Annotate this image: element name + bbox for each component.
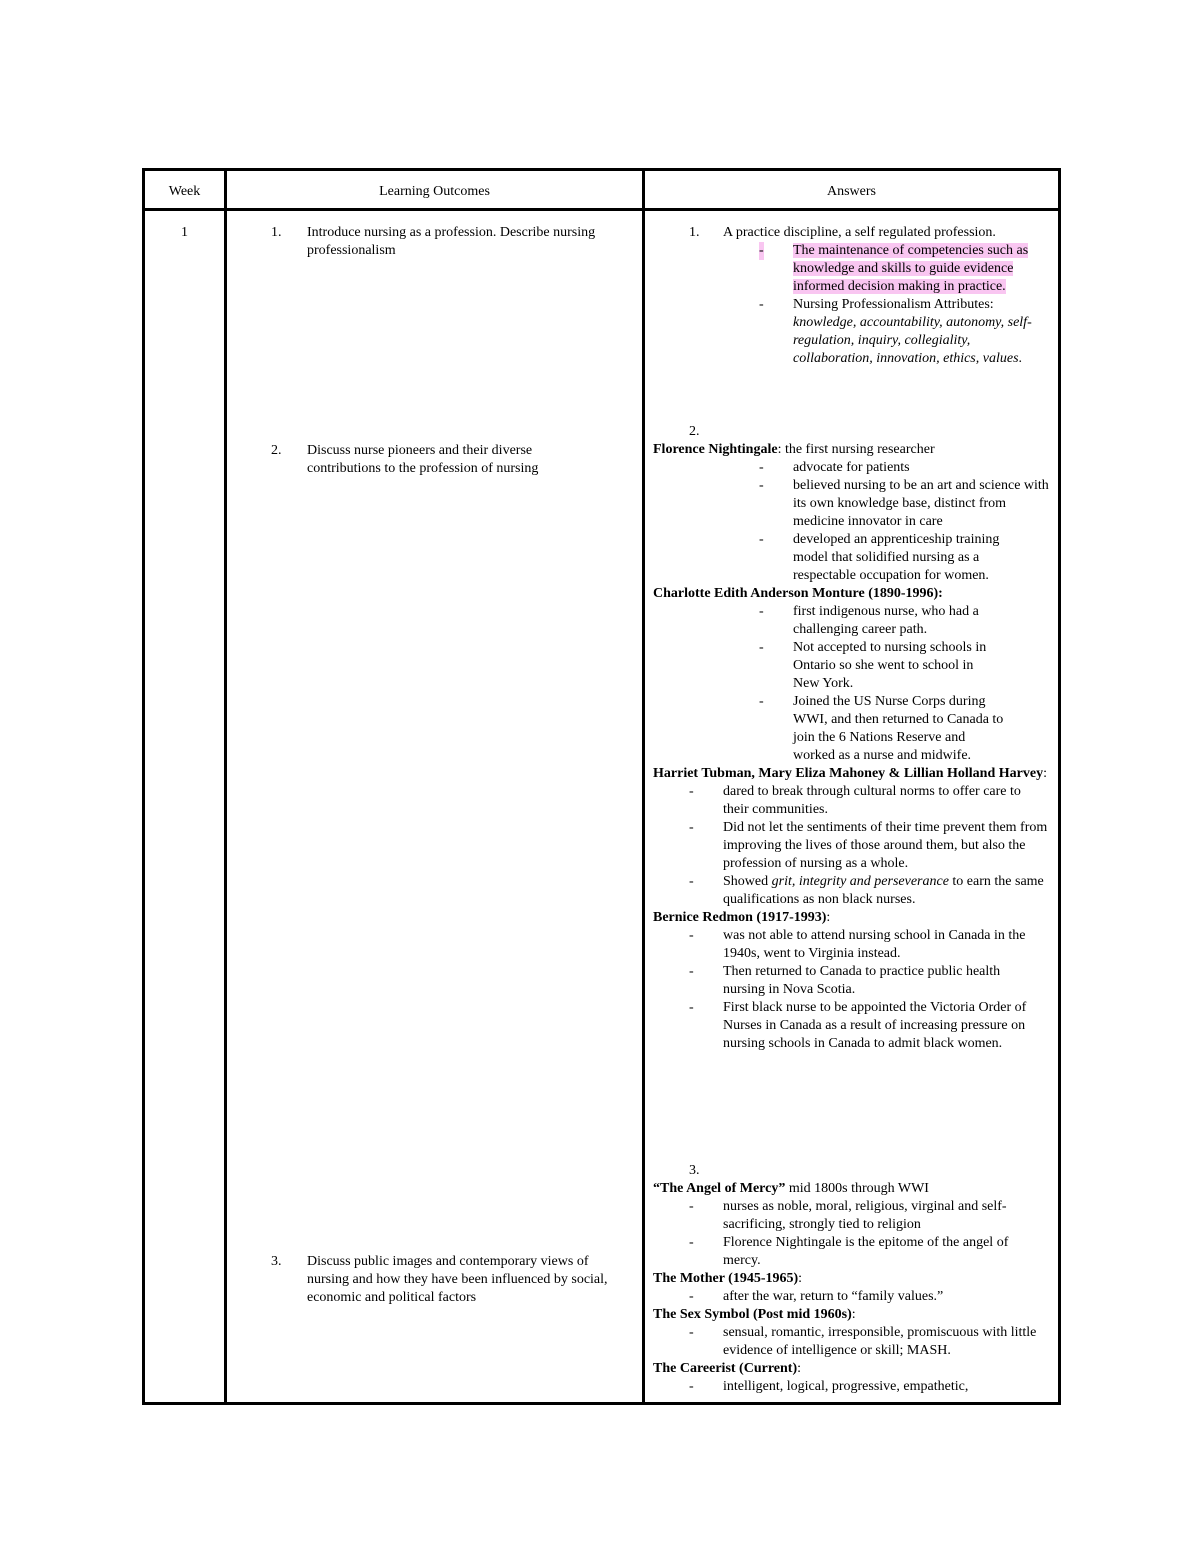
- bullet-dash: -: [689, 1235, 694, 1250]
- week-number: 1: [181, 225, 188, 240]
- outcome-text: Discuss public images and contemporary views of nursing and how they have been influenced by social, economic and political factors: [307, 1254, 608, 1305]
- bullet-text: Joined the US Nurse Corps during WWI, and then returned to Canada to join the 6 Nations Reserve and worked as a nurse and midwife.: [793, 694, 1004, 763]
- bullet-dash: -: [689, 784, 694, 799]
- pioneer-name: Florence Nightingale: [653, 442, 778, 457]
- answer-bullet: [759, 531, 1035, 585]
- outcome-number: 3.: [271, 1254, 282, 1269]
- bullet-text: Did not let the sentiments of their time prevent them from improving the lives of those around them, but also the profession of nursing as a whole.: [723, 820, 1048, 871]
- bullet-text: sensual, romantic, irresponsible, promiscuous with little evidence of intelligence or skill; MASH.: [723, 1325, 1037, 1358]
- header-row-divider: [145, 208, 1058, 211]
- pioneer-description: :: [826, 910, 831, 925]
- bullet-text: nurses as noble, moral, religious, virginal and self-sacrificing, strongly tied to religion: [723, 1199, 1007, 1232]
- bullet-text: first indigenous nurse, who had a challenging career path.: [793, 604, 979, 637]
- header-answers: Answers: [827, 184, 876, 199]
- pioneer-description: : the first nursing researcher: [777, 442, 935, 457]
- answer-bullet: [759, 242, 1047, 296]
- answer-bullet: [759, 459, 1049, 477]
- bullet-text: Nursing Professionalism Attributes:: [793, 297, 994, 312]
- answer-bullet: [689, 1378, 1055, 1396]
- bullet-italic-text: grit, integrity and perseverance: [771, 874, 949, 889]
- bullet-text: intelligent, logical, progressive, empathetic,: [723, 1379, 969, 1394]
- outcome-number: 1.: [271, 225, 282, 240]
- bullet-text: believed nursing to be an art and science with its own knowledge base, distinct from medicine innovator in care: [793, 478, 1049, 529]
- outcome-text: Introduce nursing as a profession. Describe nursing professionalism: [307, 225, 596, 258]
- bullet-dash: -: [759, 532, 764, 547]
- answer-bullet: [689, 819, 1055, 873]
- image-name: The Sex Symbol (Post mid 1960s): [653, 1307, 852, 1322]
- answer-text: A practice discipline, a self regulated profession.: [723, 225, 996, 240]
- bullet-dash: -: [759, 694, 764, 709]
- bullet-dash: -: [689, 1379, 694, 1394]
- answer-2: [653, 423, 1055, 1053]
- answer-bullet: [689, 963, 1045, 999]
- bullet-dash: -: [759, 478, 764, 493]
- bullet-dash: -: [689, 820, 694, 835]
- bullet-dash: -: [689, 1199, 694, 1214]
- image-description: :: [798, 1271, 803, 1286]
- image-description: mid 1800s through WWI: [785, 1181, 929, 1196]
- learning-outcomes-table: [142, 168, 1061, 1405]
- bullet-text: was not able to attend nursing school in Canada in the 1940s, went to Virginia instead.: [723, 928, 1026, 961]
- answer-bullet: [759, 693, 1005, 765]
- column-divider-1: [224, 171, 227, 1402]
- bullet-text: dared to break through cultural norms to offer care to their communities.: [723, 784, 1021, 817]
- answer-number: 3.: [689, 1163, 700, 1178]
- column-divider-2: [642, 171, 645, 1402]
- answer-bullet: [689, 1324, 1055, 1360]
- bullet-dash: -: [759, 640, 764, 655]
- answer-bullet: [759, 639, 995, 693]
- bullet-dash: -: [759, 604, 764, 619]
- answer-bullet: [759, 603, 995, 639]
- answer-bullet: [689, 999, 1049, 1053]
- answer-bullet: [759, 296, 1039, 368]
- header-learning-outcomes: Learning Outcomes: [379, 184, 490, 199]
- image-name: The Careerist (Current): [653, 1361, 798, 1376]
- bullet-dash: -: [759, 297, 764, 312]
- bullet-text-end: .: [1018, 351, 1023, 366]
- bullet-text: developed an apprenticeship training model that solidified nursing as a respectable occupation for women.: [793, 532, 1000, 583]
- answer-bullet: [689, 1288, 1055, 1306]
- pioneer-description: :: [1043, 766, 1047, 781]
- answer-bullet: [689, 1198, 1015, 1234]
- answer-1: [653, 224, 1053, 368]
- answer-bullet: [759, 477, 1055, 531]
- bullet-text: after the war, return to “family values.”: [723, 1289, 944, 1304]
- header-week: Week: [168, 184, 201, 199]
- answer-bullet: [689, 873, 1055, 909]
- answer-bullet: [689, 927, 1049, 963]
- pioneer-name: Charlotte Edith Anderson Monture (1890-1996):: [653, 586, 943, 601]
- bullet-text: Not accepted to nursing schools in Ontario so she went to school in New York.: [793, 640, 987, 691]
- bullet-dash: -: [689, 1325, 694, 1340]
- pioneer-name: Harriet Tubman, Mary Eliza Mahoney & Lillian Holland Harvey: [653, 766, 1044, 781]
- answer-bullet: [689, 783, 1045, 819]
- bullet-text: Then returned to Canada to practice public health nursing in Nova Scotia.: [723, 964, 1001, 997]
- bullet-text-end: to earn the same qualifications as non black nurses.: [723, 874, 1044, 907]
- bullet-italic-text: knowledge, accountability, autonomy, self-regulation, inquiry, collegiality, collaboration, innovation, ethics, values: [793, 315, 1032, 366]
- image-description: :: [797, 1361, 801, 1376]
- bullet-dash: -: [689, 1000, 694, 1015]
- bullet-dash: -: [689, 874, 694, 889]
- image-description: :: [851, 1307, 856, 1322]
- bullet-dash: -: [759, 243, 764, 258]
- bullet-dash: -: [759, 460, 764, 475]
- outcome-number: 2.: [271, 443, 282, 458]
- answer-number: 2.: [689, 424, 700, 439]
- image-name: The Mother (1945-1965): [653, 1271, 799, 1286]
- answer-bullet: [689, 1234, 1049, 1270]
- bullet-dash: -: [689, 964, 694, 979]
- outcome-text: Discuss nurse pioneers and their diverse contributions to the profession of nursing: [307, 443, 539, 476]
- highlighted-text: The maintenance of competencies such as knowledge and skills to guide evidence informed decision making in practice.: [793, 243, 1029, 294]
- answer-number: 1.: [689, 225, 700, 240]
- image-name: “The Angel of Mercy”: [653, 1181, 786, 1196]
- bullet-text: Florence Nightingale is the epitome of the angel of mercy.: [723, 1235, 1009, 1268]
- bullet-text: Showed: [723, 874, 772, 889]
- bullet-dash: -: [689, 1289, 694, 1304]
- bullet-text: First black nurse to be appointed the Victoria Order of Nurses in Canada as a result of increasing pressure on nursing schools in Canada to admit black women.: [723, 1000, 1027, 1051]
- answer-3: [653, 1162, 1055, 1396]
- pioneer-name: Bernice Redmon (1917-1993): [653, 910, 827, 925]
- bullet-dash: -: [689, 928, 694, 943]
- bullet-text: advocate for patients: [793, 460, 910, 475]
